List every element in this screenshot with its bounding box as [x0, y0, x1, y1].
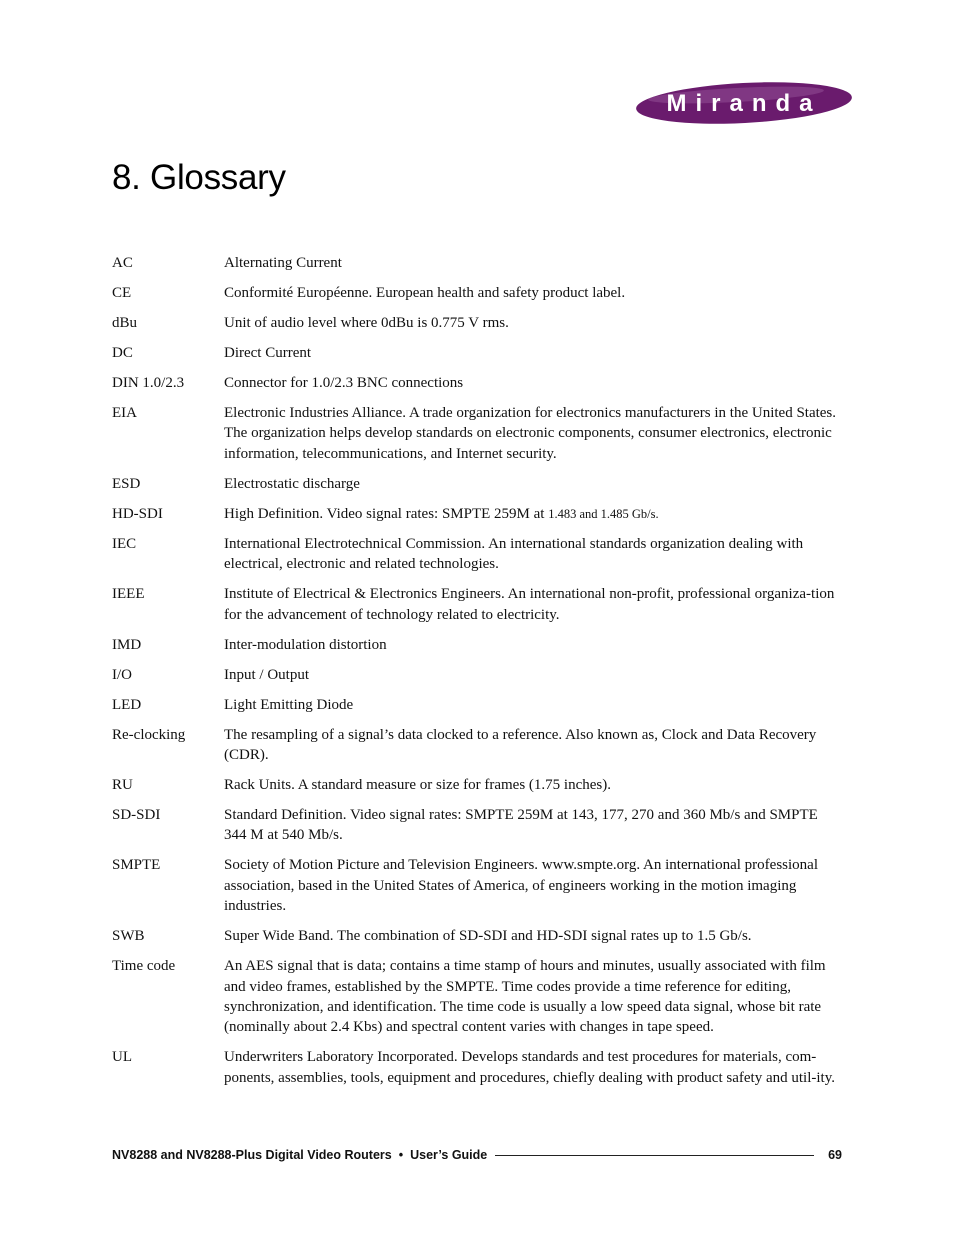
glossary-definition-text: Rack Units. A standard measure or size for frames (1.75 inches). — [224, 777, 611, 794]
glossary-definition — [224, 584, 842, 625]
glossary-definition-text: Society of Motion Picture and Television Engineers. www.smpte.org. An international professional association, based in the United States of America, of engineers working in the motion imaging industries. — [224, 857, 818, 915]
footer-bullet: • — [398, 1148, 404, 1162]
glossary-definition — [224, 635, 842, 655]
glossary-definition-text: Input / Output — [224, 666, 309, 683]
glossary-entry — [112, 635, 842, 655]
glossary-definition — [224, 403, 842, 464]
page-title: 8. Glossary — [112, 158, 286, 197]
glossary-definition-text: Conformité Européenne. European health and safety product label. — [224, 285, 626, 301]
glossary-definition-text: Inter-modulation distortion — [224, 636, 387, 653]
glossary-term: I/O — [112, 666, 132, 683]
glossary-definition-text: International Electrotechnical Commission. An international standards organization dealing with electrical, electronic and related technologies. — [224, 535, 804, 573]
glossary-definition-text: Electronic Industries Alliance. A trade organization for electronics manufacturers in the United States. The organization helps develop standards on electronic components, consumer electronics, electronic information, telecommunications, and Internet security. — [224, 405, 837, 462]
glossary-definition — [224, 253, 842, 273]
glossary-entry — [112, 403, 842, 464]
glossary-definition-text: Underwriters Laboratory Incorporated. Develops standards and test procedures for materials, com-ponents, assemblies, tools, equipment and procedures, chiefly dealing with product safety and util-ity. — [224, 1049, 835, 1086]
glossary-entry — [112, 504, 842, 524]
glossary-definition — [224, 695, 842, 715]
glossary-entry — [112, 1047, 842, 1088]
glossary-definition — [224, 283, 842, 303]
miranda-logo — [634, 78, 854, 128]
glossary-definition-text: High Definition. Video signal rates: SMPTE 259M at — [224, 505, 549, 522]
glossary-entry — [112, 283, 842, 303]
glossary-definition — [224, 665, 842, 685]
glossary-definition — [224, 775, 842, 795]
glossary-definition-text: Alternating Current — [224, 255, 342, 271]
glossary-definition-text: Unit of audio level where 0dBu is 0.775 V rms. — [224, 315, 509, 331]
glossary-entry — [112, 584, 842, 625]
glossary-definition — [224, 805, 842, 846]
glossary-definition-text: Connector for 1.0/2.3 BNC connections — [224, 375, 464, 391]
glossary-definition-text: An AES signal that is data; contains a time stamp of hours and minutes, usually associated with film and video frames, established by the SMPTE. Time codes provide a time reference for editing, synchronization, and identification. The time code is usually a low speed data signal, whose bit rate (nominally about 2.4 Kbs) and spectral content varies with changes in tape speed. — [224, 958, 826, 1036]
glossary-entry — [112, 855, 842, 916]
page-number: 69 — [828, 1148, 842, 1162]
glossary-term: IMD — [112, 636, 142, 653]
glossary-entry — [112, 313, 842, 333]
glossary-entry — [112, 534, 842, 575]
footer-document-title: NV8288 and NV8288-Plus Digital Video Routers — [112, 1148, 392, 1162]
glossary-definition — [224, 343, 842, 363]
glossary-term: SWB — [112, 928, 145, 945]
glossary-definition — [224, 534, 842, 575]
glossary-definition — [224, 474, 842, 494]
glossary-term: DC — [112, 345, 133, 361]
glossary-term: LED — [112, 696, 142, 713]
glossary-term: Time code — [112, 958, 176, 975]
glossary-term: HD-SDI — [112, 505, 163, 522]
glossary-definition — [224, 313, 842, 333]
glossary-entry — [112, 805, 842, 846]
glossary-definition — [224, 373, 842, 393]
glossary-definition-text: Institute of Electrical & Electronics Engineers. An international non-profit, professional organiza-tion for the advancement of technology related to electricity. — [224, 586, 835, 623]
glossary-definition — [224, 926, 842, 946]
glossary-definition-text: The resampling of a signal’s data clocked to a reference. Also known as, Clock and Data Recovery (CDR). — [224, 726, 817, 764]
glossary-definition — [224, 725, 842, 766]
glossary-definition — [224, 504, 842, 524]
glossary-definition-text: Electrostatic discharge — [224, 475, 360, 492]
footer-rule — [495, 1155, 814, 1156]
glossary-term: Re-clocking — [112, 726, 186, 743]
glossary-term: IEC — [112, 535, 137, 552]
page-footer — [112, 1145, 842, 1165]
glossary-entry — [112, 956, 842, 1038]
glossary-term: UL — [112, 1049, 132, 1066]
glossary-term: ESD — [112, 475, 141, 492]
glossary-definition-text: Standard Definition. Video signal rates: SMPTE 259M at 143, 177, 270 and 360 Mb/s and SMPTE 344 M at 540 Mb/s. — [224, 807, 818, 844]
glossary-term: RU — [112, 777, 133, 794]
glossary-term: AC — [112, 255, 133, 271]
glossary-definition-text: Light Emitting Diode — [224, 696, 354, 713]
glossary-term: dBu — [112, 315, 138, 331]
glossary-definition — [224, 855, 842, 916]
glossary-entry — [112, 474, 842, 494]
glossary-entry — [112, 725, 842, 766]
glossary-entry — [112, 343, 842, 363]
glossary-definition — [224, 956, 842, 1038]
glossary-term: IEEE — [112, 586, 145, 603]
glossary-entry — [112, 695, 842, 715]
svg-text:Miranda: Miranda — [666, 90, 822, 117]
glossary-entry — [112, 775, 842, 795]
glossary-list — [112, 253, 842, 1098]
glossary-term: EIA — [112, 405, 137, 421]
glossary-definition — [224, 1047, 842, 1088]
glossary-entry — [112, 253, 842, 273]
glossary-definition-small-text: 1.483 and 1.485 Gb/s. — [548, 506, 659, 521]
glossary-definition-text: Super Wide Band. The combination of SD-SDI and HD-SDI signal rates up to 1.5 Gb/s. — [224, 928, 752, 945]
glossary-term: SD-SDI — [112, 807, 161, 824]
glossary-term: CE — [112, 285, 132, 301]
glossary-definition-text: Direct Current — [224, 345, 312, 361]
glossary-term: DIN 1.0/2.3 — [112, 375, 185, 391]
footer-guide-label: User’s Guide — [410, 1148, 488, 1162]
glossary-entry — [112, 926, 842, 946]
glossary-term: SMPTE — [112, 857, 161, 874]
glossary-entry — [112, 373, 842, 393]
glossary-entry — [112, 665, 842, 685]
